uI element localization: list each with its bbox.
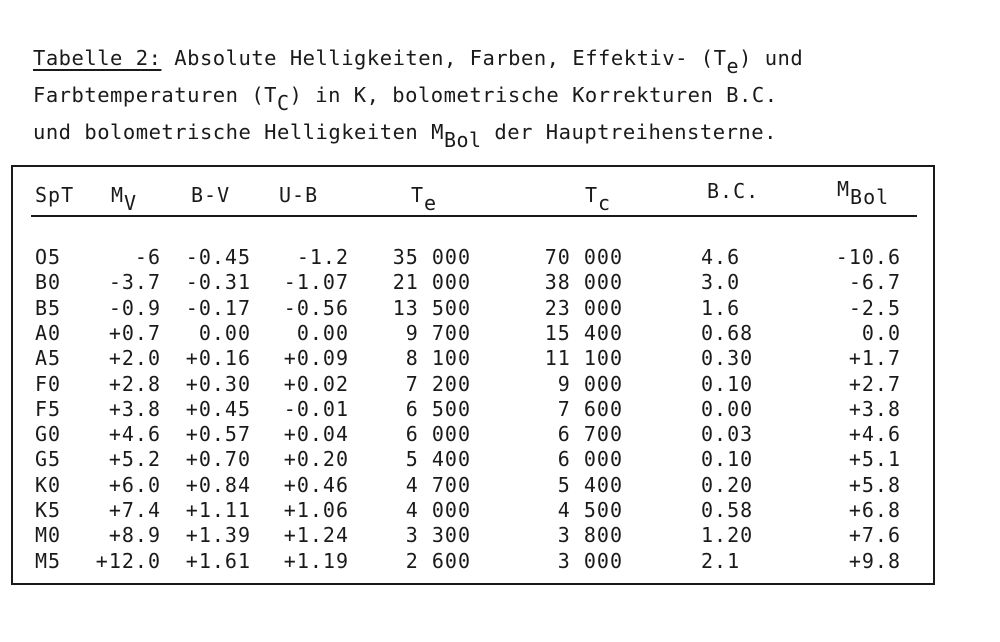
cell-mv: -3.7 [108, 270, 161, 295]
data-table [11, 165, 935, 585]
caption-end-2: ) in K, bolometrische Korrekturen B.C. [289, 83, 778, 107]
cell-bv: -0.45 [185, 245, 251, 269]
cell-spt: F5 [35, 396, 62, 421]
cell-spt: G5 [35, 447, 62, 472]
cell-spt: G0 [35, 422, 62, 447]
cell-bc: 2.1 [701, 548, 741, 573]
cell-mbol: +7.6 [848, 523, 901, 548]
caption-sub-bol: Bol [443, 128, 482, 152]
cell-bv: +1.11 [185, 498, 251, 522]
cell-bc: 0.10 [701, 371, 754, 396]
cell-ub: +0.04 [283, 422, 349, 447]
cell-mbol: +5.1 [848, 447, 901, 472]
cell-mv: +5.2 [108, 447, 161, 472]
cell-te: 9 700 [405, 320, 471, 345]
cell-spt: M5 [35, 548, 62, 573]
cell-bv: +1.39 [185, 523, 251, 548]
cell-ub: -1.2 [296, 245, 349, 269]
cell-bv: +0.84 [185, 472, 251, 497]
cell-ub: 0.00 [296, 320, 349, 345]
cell-bc: 4.6 [701, 245, 741, 269]
cell-tc: 3 800 [557, 523, 623, 548]
cell-te: 4 700 [405, 472, 471, 497]
cell-te: 21 000 [392, 270, 471, 295]
cell-ub: -1.07 [283, 270, 349, 295]
cell-te: 6 500 [405, 396, 471, 421]
header-divider [31, 215, 917, 217]
cell-mv: +6.0 [108, 472, 161, 497]
cell-mbol: +2.7 [848, 371, 901, 396]
cell-mv: +12.0 [95, 548, 161, 573]
cell-mbol: +4.6 [848, 422, 901, 447]
caption-line-1 [33, 40, 973, 77]
cell-tc: 7 600 [557, 396, 623, 421]
cell-bv: +0.16 [185, 346, 251, 371]
cell-mv: +7.4 [108, 498, 161, 522]
cell-tc: 6 700 [557, 422, 623, 447]
cell-mbol: +3.8 [848, 396, 901, 421]
cell-te: 35 000 [392, 245, 471, 269]
cell-tc: 38 000 [544, 270, 623, 295]
caption-line-3 [33, 114, 973, 151]
cell-tc: 3 000 [557, 548, 623, 573]
cell-tc: 5 400 [557, 472, 623, 497]
cell-te: 5 400 [405, 447, 471, 472]
cell-ub: -0.01 [283, 396, 349, 421]
cell-mbol: -6.7 [848, 270, 901, 295]
header-mv: $M_V$ [111, 183, 138, 215]
cell-mbol: +6.8 [848, 498, 901, 522]
cell-bc: 0.03 [701, 422, 754, 447]
cell-mbol: -10.6 [835, 245, 901, 269]
cell-tc: 70 000 [544, 245, 623, 269]
cell-bc: 1.6 [701, 295, 741, 320]
cell-mv: +3.8 [108, 396, 161, 421]
cell-mbol: +5.8 [848, 472, 901, 497]
cell-ub: +1.06 [283, 498, 349, 522]
header-bv: B-V [191, 183, 231, 207]
caption-text-1: Absolute Helligkeiten, Farben, Effektiv- (T [161, 46, 727, 70]
header-spt: SpT [35, 183, 75, 207]
cell-tc: 23 000 [544, 295, 623, 320]
cell-spt: K5 [35, 498, 62, 522]
cell-mbol: +9.8 [848, 548, 901, 573]
header-mbol: $M_{Bol}$ [837, 177, 890, 209]
cell-tc: 4 500 [557, 498, 623, 522]
cell-mv: +0.7 [108, 320, 161, 345]
cell-spt: K0 [35, 472, 62, 497]
cell-te: 6 000 [405, 422, 471, 447]
caption-text-2: Farbtemperaturen (T [33, 83, 277, 107]
cell-bv: +0.45 [185, 396, 251, 421]
cell-te: 13 500 [392, 295, 471, 320]
cell-mv: +2.0 [108, 346, 161, 371]
cell-bc: 3.0 [701, 270, 741, 295]
cell-spt: M0 [35, 523, 62, 548]
cell-mbol: -2.5 [848, 295, 901, 320]
cell-spt: O5 [35, 245, 62, 269]
cell-te: 4 000 [405, 498, 471, 522]
cell-mbol: 0.0 [861, 320, 901, 345]
caption-label: Tabelle 2: [33, 46, 162, 70]
cell-mv: +8.9 [108, 523, 161, 548]
cell-mbol: +1.7 [848, 346, 901, 371]
cell-te: 8 100 [405, 346, 471, 371]
cell-bc: 0.58 [701, 498, 754, 522]
cell-ub: +1.19 [283, 548, 349, 573]
cell-spt: A0 [35, 320, 62, 345]
cell-mv: +2.8 [108, 371, 161, 396]
cell-tc: 15 400 [544, 320, 623, 345]
cell-bc: 0.10 [701, 447, 754, 472]
caption-text-3: und bolometrische Helligkeiten M [33, 120, 444, 144]
caption-line-2 [33, 77, 973, 114]
header-te: $T_e$ [411, 183, 438, 215]
cell-ub: +0.09 [283, 346, 349, 371]
caption-sub-c: C [277, 91, 290, 115]
cell-ub: +1.24 [283, 523, 349, 548]
cell-ub: +0.46 [283, 472, 349, 497]
cell-bc: 1.20 [701, 523, 754, 548]
cell-spt: B0 [35, 270, 62, 295]
cell-mv: -0.9 [108, 295, 161, 320]
cell-bc: 0.00 [701, 396, 754, 421]
cell-tc: 6 000 [557, 447, 623, 472]
cell-tc: 11 100 [544, 346, 623, 371]
cell-bv: -0.17 [185, 295, 251, 320]
cell-mv: +4.6 [108, 422, 161, 447]
table-caption [33, 40, 973, 151]
caption-end-1: ) und [739, 46, 804, 70]
cell-spt: A5 [35, 346, 62, 371]
cell-bv: +0.57 [185, 422, 251, 447]
cell-bv: +0.30 [185, 371, 251, 396]
cell-te: 2 600 [405, 548, 471, 573]
cell-te: 7 200 [405, 371, 471, 396]
cell-spt: F0 [35, 371, 62, 396]
header-tc: $T_c$ [585, 183, 612, 215]
cell-bc: 0.68 [701, 320, 754, 345]
header-bc: B.C. [707, 179, 760, 203]
cell-bc: 0.30 [701, 346, 754, 371]
cell-bv: -0.31 [185, 270, 251, 295]
cell-bc: 0.20 [701, 472, 754, 497]
cell-ub: +0.02 [283, 371, 349, 396]
cell-bv: 0.00 [198, 320, 251, 345]
cell-bv: +0.70 [185, 447, 251, 472]
cell-ub: -0.56 [283, 295, 349, 320]
cell-ub: +0.20 [283, 447, 349, 472]
cell-te: 3 300 [405, 523, 471, 548]
cell-tc: 9 000 [557, 371, 623, 396]
cell-bv: +1.61 [185, 548, 251, 573]
caption-sub-e: e [726, 54, 740, 78]
header-ub: U-B [279, 183, 319, 207]
caption-end-3: der Hauptreihensterne. [481, 120, 777, 144]
cell-mv: -6 [134, 245, 161, 269]
cell-spt: B5 [35, 295, 62, 320]
